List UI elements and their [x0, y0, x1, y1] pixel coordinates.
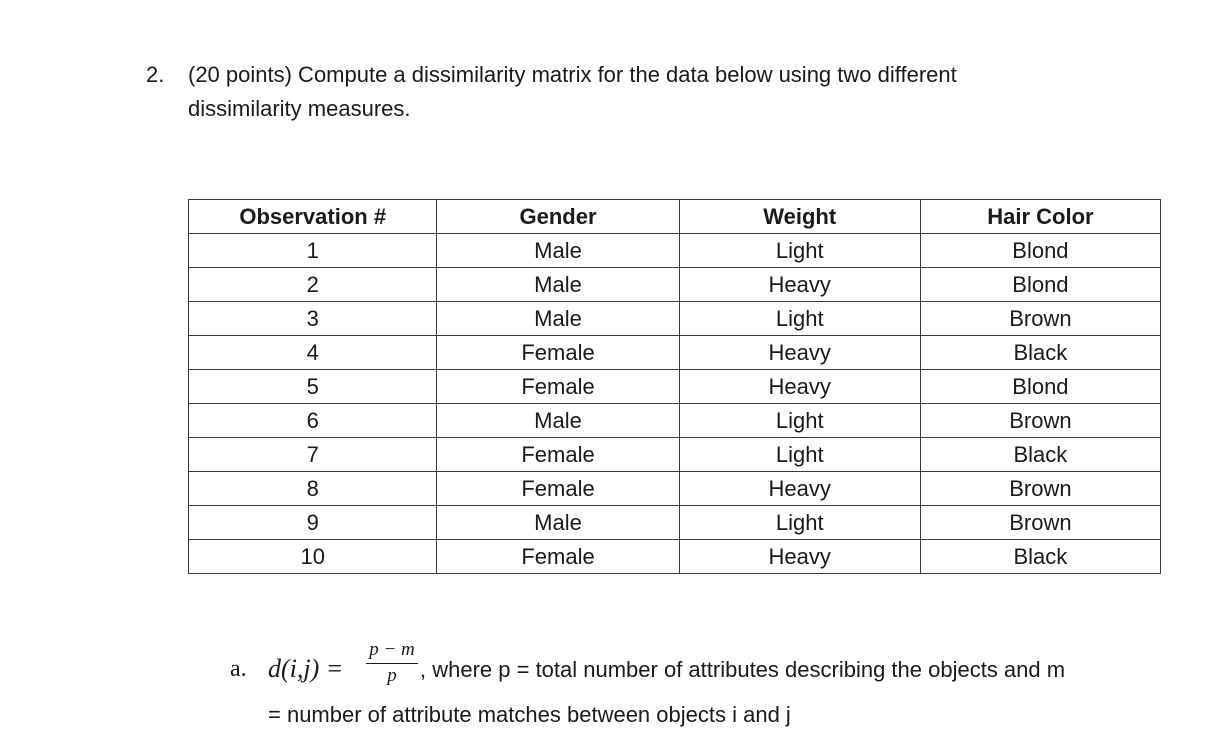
cell-weight: Heavy: [679, 540, 920, 574]
cell-observation: 2: [189, 268, 437, 302]
cell-observation: 3: [189, 302, 437, 336]
cell-gender: Male: [437, 234, 679, 268]
table-row: [189, 336, 1161, 370]
cell-hair-color: Brown: [920, 404, 1160, 438]
cell-hair-color: Blond: [920, 370, 1160, 404]
cell-gender: Male: [437, 302, 679, 336]
table-row: [189, 268, 1161, 302]
header-weight: Weight: [679, 200, 920, 234]
cell-gender: Female: [437, 540, 679, 574]
cell-gender: Female: [437, 438, 679, 472]
fraction-bar: [366, 663, 418, 664]
question-line-1: (20 points) Compute a dissimilarity matrix for the data below using two different: [188, 62, 957, 87]
cell-hair-color: Blond: [920, 268, 1160, 302]
cell-observation: 8: [189, 472, 437, 506]
cell-gender: Female: [437, 370, 679, 404]
cell-weight: Light: [679, 302, 920, 336]
cell-observation: 9: [189, 506, 437, 540]
cell-weight: Light: [679, 234, 920, 268]
cell-observation: 6: [189, 404, 437, 438]
cell-observation: 1: [189, 234, 437, 268]
cell-hair-color: Brown: [920, 506, 1160, 540]
observations-table: [188, 199, 1161, 574]
table-row: [189, 234, 1161, 268]
cell-weight: Light: [679, 438, 920, 472]
cell-hair-color: Brown: [920, 302, 1160, 336]
cell-hair-color: Black: [920, 438, 1160, 472]
cell-weight: Heavy: [679, 472, 920, 506]
table-header-row: [189, 200, 1161, 234]
cell-weight: Heavy: [679, 268, 920, 302]
table-row: [189, 472, 1161, 506]
header-observation: Observation #: [189, 200, 437, 234]
table-row: [189, 404, 1161, 438]
formula-fraction: [364, 640, 420, 686]
cell-observation: 5: [189, 370, 437, 404]
cell-hair-color: Black: [920, 540, 1160, 574]
cell-gender: Female: [437, 472, 679, 506]
formula-description-line-2: = number of attribute matches between objects i and j: [268, 702, 791, 727]
table-row: [189, 506, 1161, 540]
cell-gender: Male: [437, 404, 679, 438]
cell-observation: 4: [189, 336, 437, 370]
cell-weight: Heavy: [679, 336, 920, 370]
cell-weight: Light: [679, 404, 920, 438]
cell-gender: Male: [437, 506, 679, 540]
part-a-label: a.: [230, 656, 247, 682]
cell-hair-color: Black: [920, 336, 1160, 370]
cell-gender: Male: [437, 268, 679, 302]
table-row: [189, 438, 1161, 472]
fraction-numerator: p − m: [369, 639, 415, 660]
header-hair-color: Hair Color: [920, 200, 1160, 234]
cell-weight: Light: [679, 506, 920, 540]
cell-observation: 7: [189, 438, 437, 472]
header-gender: Gender: [437, 200, 679, 234]
formula-lhs: d(i,j) =: [268, 654, 344, 683]
table-row: [189, 302, 1161, 336]
cell-hair-color: Blond: [920, 234, 1160, 268]
question-number: 2.: [146, 62, 165, 87]
table-row: [189, 540, 1161, 574]
cell-weight: Heavy: [679, 370, 920, 404]
table-row: [189, 370, 1161, 404]
question-line-2: dissimilarity measures.: [188, 96, 411, 121]
question-text: [188, 58, 1128, 126]
fraction-denominator: p: [387, 665, 397, 686]
cell-observation: 10: [189, 540, 437, 574]
formula-description: , where p = total number of attributes describing the objects and m: [420, 657, 1066, 682]
cell-hair-color: Brown: [920, 472, 1160, 506]
cell-gender: Female: [437, 336, 679, 370]
